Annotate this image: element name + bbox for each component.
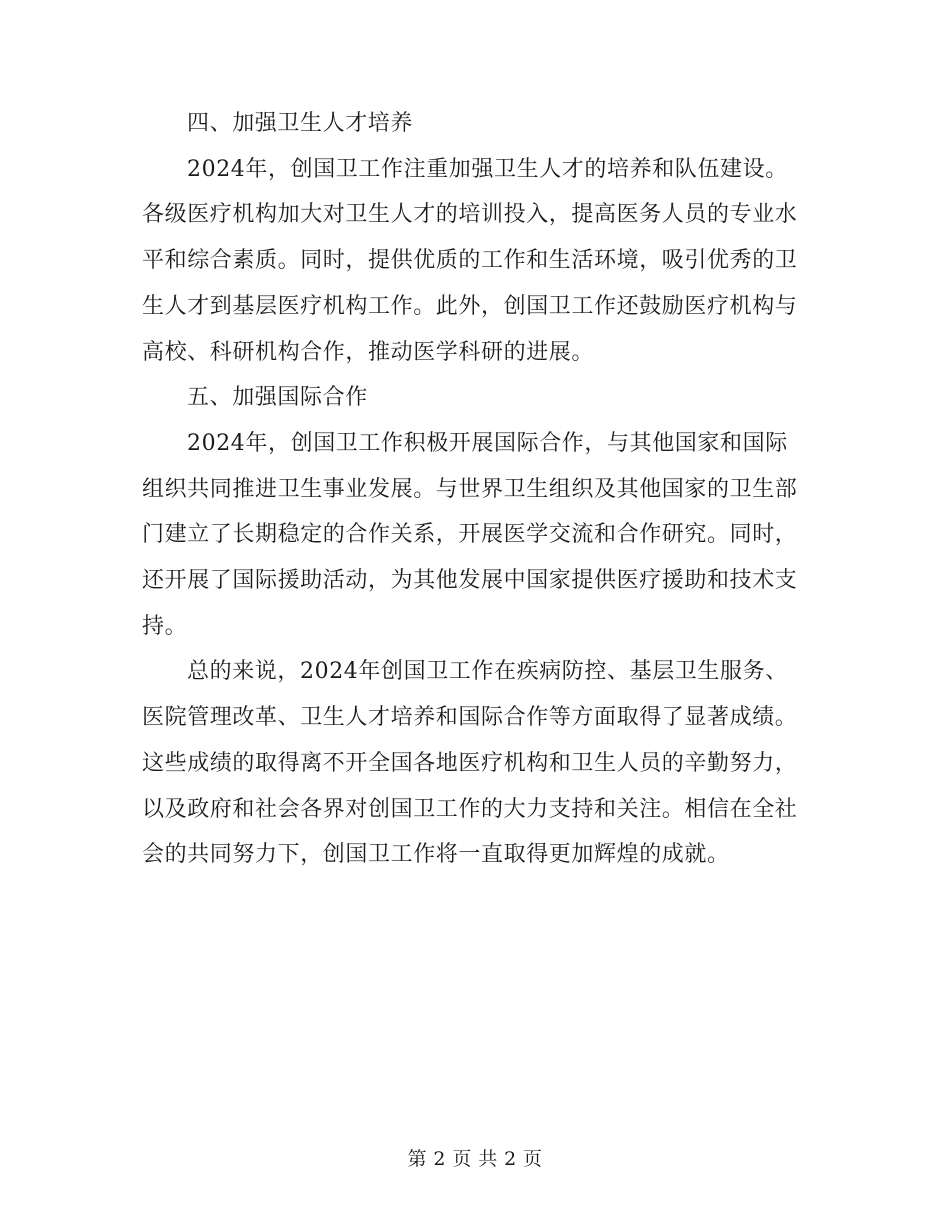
section-heading-international: 五、加强国际合作 bbox=[187, 385, 368, 411]
paragraph-summary: 总的来说，2024年创国卫工作在疾病防控、基层卫生服务、医院管理改革、卫生人才培养和国际合作等方面取得了显著成绩。这些成绩的取得离不开全国各地医疗机构和卫生人员的辛勤努力，以及政府和社会各界对创国卫工作的大力支持和关注。相信在全社会的共同努力下，创国卫工作将一直取得更加辉煌的成就。 bbox=[142, 659, 798, 868]
page-prefix: 第 bbox=[407, 1148, 427, 1170]
document-body bbox=[142, 101, 810, 878]
current-page-number: 2 bbox=[433, 1148, 446, 1170]
total-label: 页 bbox=[523, 1148, 543, 1170]
section-heading-talent: 四、加强卫生人才培养 bbox=[187, 111, 414, 136]
total-prefix: 共 bbox=[478, 1148, 498, 1170]
paragraph-talent: 2024年，创国卫工作注重加强卫生人才的培养和队伍建设。各级医疗机构加大对卫生人才的培训投入，提高医务人员的专业水平和综合素质。同时，提供优质的工作和生活环境，吸引优秀的卫生人才到基层医疗机构工作。此外，创国卫工作还鼓励医疗机构与高校、科研机构合作，推动医学科研的进展。 bbox=[142, 156, 798, 365]
page-label: 页 bbox=[452, 1148, 472, 1170]
total-page-number: 2 bbox=[504, 1148, 517, 1170]
paragraph-international: 2024年，创国卫工作积极开展国际合作，与其他国家和国际组织共同推进卫生事业发展。与世界卫生组织及其他国家的卫生部门建立了长期稳定的合作关系，开展医学交流和合作研究。同时，还开展了国际援助活动，为其他发展中国家提供医疗援助和技术支持。 bbox=[142, 430, 798, 639]
page-footer bbox=[0, 1144, 950, 1174]
